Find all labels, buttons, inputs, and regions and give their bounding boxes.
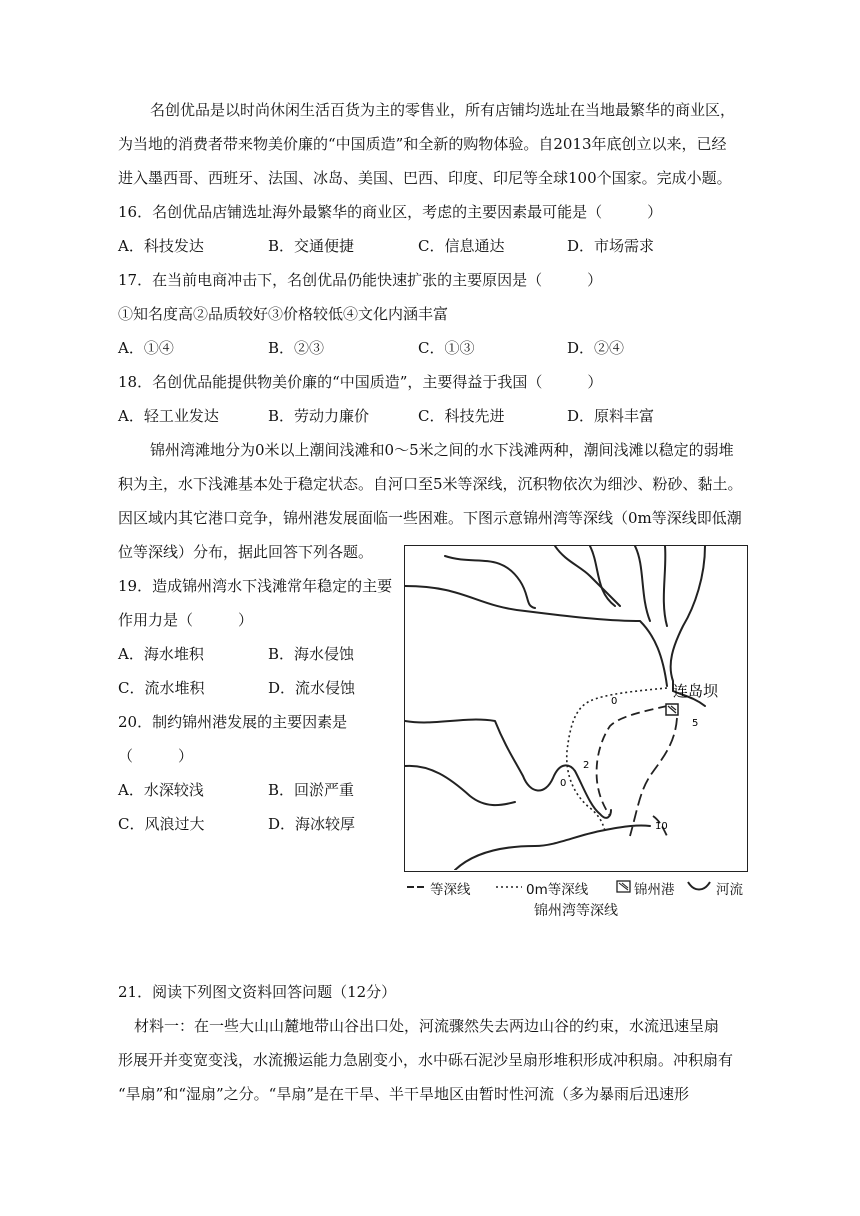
q17-option-d: D．②④ (567, 339, 625, 357)
q21-stem: 21．阅读下列图文资料回答问题（12分） (118, 983, 397, 1001)
passage2-line1: 锦州湾滩地分为0米以上潮间浅滩和0～5米之间的水下浅滩两种，潮间浅滩以稳定的弱堆 (150, 441, 734, 459)
depth-label-10: 10 (655, 821, 668, 832)
q20-stem-line2: （ ） (118, 747, 194, 765)
q20-option-d: D．海冰较厚 (268, 815, 356, 833)
legend-river-label: 河流 (716, 882, 743, 898)
q18-option-a: A．轻工业发达 (118, 407, 219, 425)
depth-label-0-top: 0 (611, 696, 618, 707)
depth-contour-2 (597, 706, 667, 816)
q20-option-b: B．回淤严重 (268, 781, 355, 799)
q17-stem: 17．在当前电商冲击下，名创优品仍能快速扩张的主要原因是（ ） (118, 271, 603, 289)
coastline-south (455, 825, 650, 870)
depth-contour-5 (630, 718, 677, 836)
river-1 (555, 546, 620, 606)
legend-port-label: 锦州港 (634, 882, 675, 898)
q21-line2: 形展开并变宽变浅，水流搬运能力急剧变小，水中砾石泥沙呈扇形堆积形成冲积扇。冲积扇有 (118, 1051, 734, 1069)
depth-label-0-left: 0 (560, 778, 567, 789)
depth-label-5: 5 (692, 718, 699, 729)
q16-option-a: A．科技发达 (118, 237, 204, 255)
coastline-north (671, 546, 705, 691)
passage1-line2: 为当地的消费者带来物美价廉的“中国质造”和全新的购物体验。自2013年底创立以来，已经 (118, 135, 727, 153)
q16-option-c: C．信息通达 (418, 237, 505, 255)
coastline-west (405, 586, 667, 686)
q19-stem-line1: 19．造成锦州湾水下浅滩常年稳定的主要 (118, 577, 393, 595)
q17-option-b: B．②③ (268, 339, 325, 357)
map-svg (405, 546, 746, 870)
q20-option-a: A．水深较浅 (118, 781, 204, 799)
depth-label-2: 2 (583, 760, 590, 771)
jinzhou-bay-map (404, 545, 748, 872)
river-3 (635, 546, 650, 621)
q16-option-b: B．交通便捷 (268, 237, 355, 255)
q18-stem: 18．名创优品能提供物美价廉的“中国质造”，主要得益于我国（ ） (118, 373, 603, 391)
river-4 (664, 546, 667, 626)
q16-stem: 16．名创优品店铺选址海外最繁华的商业区，考虑的主要因素最可能是（ ） (118, 203, 663, 221)
passage2-line3: 因区域内其它港口竞争，锦州港发展面临一些困难。下图示意锦州湾等深线（0m等深线即低潮 (118, 509, 742, 527)
q19-option-a: A．海水堆积 (118, 645, 204, 663)
q19-option-d: D．流水侵蚀 (268, 679, 356, 697)
river-west (405, 766, 515, 805)
q20-stem-line1: 20．制约锦州港发展的主要因素是 (118, 713, 348, 731)
passage2-line4: 位等深线）分布，据此回答下列各题。 (118, 543, 374, 561)
q19-option-c: C．流水堆积 (118, 679, 205, 697)
q18-option-b: B．劳动力廉价 (268, 407, 370, 425)
legend-contour-label: 等深线 (430, 882, 471, 898)
q20-option-c: C．风浪过大 (118, 815, 205, 833)
passage2-line2: 积为主，水下浅滩基本处于稳定状态。自河口至5米等深线，沉积物依次为细沙、粉砂、黏土。 (118, 475, 743, 493)
q16-option-d: D．市场需求 (567, 237, 655, 255)
q19-option-b: B．海水侵蚀 (268, 645, 355, 663)
q18-option-d: D．原料丰富 (567, 407, 655, 425)
q17-sub: ①知名度高②品质较好③价格较低④文化内涵丰富 (118, 305, 449, 323)
place-label-liandaoba: 连岛坝 (673, 682, 719, 700)
q19-stem-line2: 作用力是（ ） (118, 611, 254, 629)
passage1-line1: 名创优品是以时尚休闲生活百货为主的零售业，所有店铺均选址在当地最繁华的商业区， (150, 101, 736, 119)
river-5 (445, 556, 535, 608)
q21-line1: 材料一：在一些大山山麓地带山谷出口处，河流骤然失去两边山谷的约束，水流迅速呈扇 (134, 1017, 720, 1035)
legend-zero-contour-label: 0m等深线 (526, 882, 589, 898)
q17-option-c: C．①③ (418, 339, 475, 357)
passage1-line3: 进入墨西哥、西班牙、法国、冰岛、美国、巴西、印度、印尼等全球100个国家。完成小题。 (118, 169, 732, 187)
map-caption: 锦州湾等深线 (534, 903, 618, 919)
q18-option-c: C．科技先进 (418, 407, 505, 425)
q21-line3: “旱扇”和“湿扇”之分。“旱扇”是在干旱、半干旱地区由暂时性河流（多为暴雨后迅速形 (118, 1085, 690, 1103)
q17-option-a: A．①④ (118, 339, 174, 357)
